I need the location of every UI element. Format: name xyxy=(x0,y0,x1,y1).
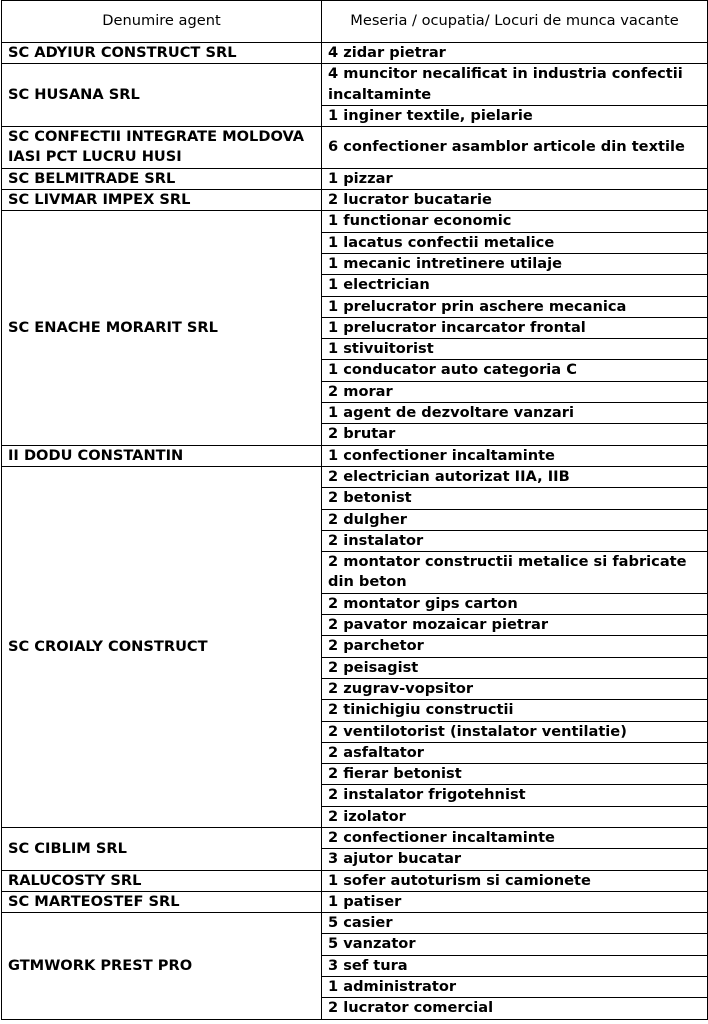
agent-name-cell: SC BELMITRADE SRL xyxy=(2,168,322,189)
job-cell: 5 casier xyxy=(322,913,708,934)
job-cell: 1 agent de dezvoltare vanzari xyxy=(322,403,708,424)
agent-name-cell: SC MARTEOSTEF SRL xyxy=(2,891,322,912)
table-row xyxy=(2,127,708,169)
job-cell: 1 prelucrator prin aschere mecanica xyxy=(322,296,708,317)
job-cell: 2 parchetor xyxy=(322,636,708,657)
agent-name-cell: SC HUSANA SRL xyxy=(2,64,322,127)
job-cell: 2 dulgher xyxy=(322,509,708,530)
table-body xyxy=(2,43,708,1020)
job-cell: 2 montator constructii metalice si fabricate din beton xyxy=(322,552,708,594)
job-cell: 2 brutar xyxy=(322,424,708,445)
job-cell: 3 sef tura xyxy=(322,955,708,976)
table-row xyxy=(2,870,708,891)
agent-column-header: Denumire agent xyxy=(2,1,322,43)
job-cell: 2 instalator xyxy=(322,530,708,551)
job-cell: 2 tinichigiu constructii xyxy=(322,700,708,721)
table-row xyxy=(2,168,708,189)
job-cell: 3 ajutor bucatar xyxy=(322,849,708,870)
job-cell: 2 pavator mozaicar pietrar xyxy=(322,615,708,636)
job-cell: 2 lucrator comercial xyxy=(322,998,708,1019)
job-cell: 2 instalator frigotehnist xyxy=(322,785,708,806)
job-cell: 5 vanzator xyxy=(322,934,708,955)
job-cell: 2 lucrator bucatarie xyxy=(322,190,708,211)
job-cell: 2 fierar betonist xyxy=(322,764,708,785)
job-cell: 2 asfaltator xyxy=(322,742,708,763)
agent-name-cell: SC CONFECTII INTEGRATE MOLDOVA IASI PCT LUCRU HUSI xyxy=(2,127,322,169)
agent-name-cell: GTMWORK PREST PRO xyxy=(2,913,322,1019)
table-row xyxy=(2,913,708,934)
job-cell: 1 patiser xyxy=(322,891,708,912)
job-cell: 4 muncitor necalificat in industria confectii incaltaminte xyxy=(322,64,708,106)
table-row xyxy=(2,211,708,232)
job-cell: 1 sofer autoturism si camionete xyxy=(322,870,708,891)
agent-name-cell: SC ENACHE MORARIT SRL xyxy=(2,211,322,445)
vacancies-table xyxy=(1,0,708,1020)
table-row xyxy=(2,827,708,848)
job-cell: 1 confectioner incaltaminte xyxy=(322,445,708,466)
job-cell: 1 conducator auto categoria C xyxy=(322,360,708,381)
agent-name-cell: SC LIVMAR IMPEX SRL xyxy=(2,190,322,211)
jobs-column-header: Meseria / ocupatia/ Locuri de munca vacante xyxy=(322,1,708,43)
job-cell: 2 ventilotorist (instalator ventilatie) xyxy=(322,721,708,742)
job-cell: 1 pizzar xyxy=(322,168,708,189)
agent-name-cell: SC CROIALY CONSTRUCT xyxy=(2,466,322,827)
job-cell: 1 administrator xyxy=(322,977,708,998)
job-cell: 2 morar xyxy=(322,381,708,402)
job-cell: 4 zidar pietrar xyxy=(322,43,708,64)
table-row xyxy=(2,43,708,64)
agent-name-cell: SC CIBLIM SRL xyxy=(2,827,322,870)
job-cell: 1 prelucrator incarcator frontal xyxy=(322,317,708,338)
job-cell: 1 lacatus confectii metalice xyxy=(322,232,708,253)
job-cell: 1 functionar economic xyxy=(322,211,708,232)
agent-name-cell: SC ADYIUR CONSTRUCT SRL xyxy=(2,43,322,64)
job-cell: 2 izolator xyxy=(322,806,708,827)
table-row xyxy=(2,445,708,466)
job-cell: 1 electrician xyxy=(322,275,708,296)
agent-name-cell: RALUCOSTY SRL xyxy=(2,870,322,891)
table-row xyxy=(2,891,708,912)
job-cell: 2 montator gips carton xyxy=(322,593,708,614)
job-cell: 2 peisagist xyxy=(322,657,708,678)
job-cell: 1 inginer textile, pielarie xyxy=(322,105,708,126)
table-row xyxy=(2,466,708,487)
agent-name-cell: II DODU CONSTANTIN xyxy=(2,445,322,466)
job-cell: 6 confectioner asamblor articole din textile xyxy=(322,127,708,169)
table-row xyxy=(2,190,708,211)
header-row xyxy=(2,1,708,43)
job-cell: 1 stivuitorist xyxy=(322,339,708,360)
job-cell: 1 mecanic intretinere utilaje xyxy=(322,253,708,274)
job-cell: 2 confectioner incaltaminte xyxy=(322,827,708,848)
table-row xyxy=(2,64,708,106)
job-cell: 2 betonist xyxy=(322,488,708,509)
job-cell: 2 electrician autorizat IIA, IIB xyxy=(322,466,708,487)
job-cell: 2 zugrav-vopsitor xyxy=(322,678,708,699)
